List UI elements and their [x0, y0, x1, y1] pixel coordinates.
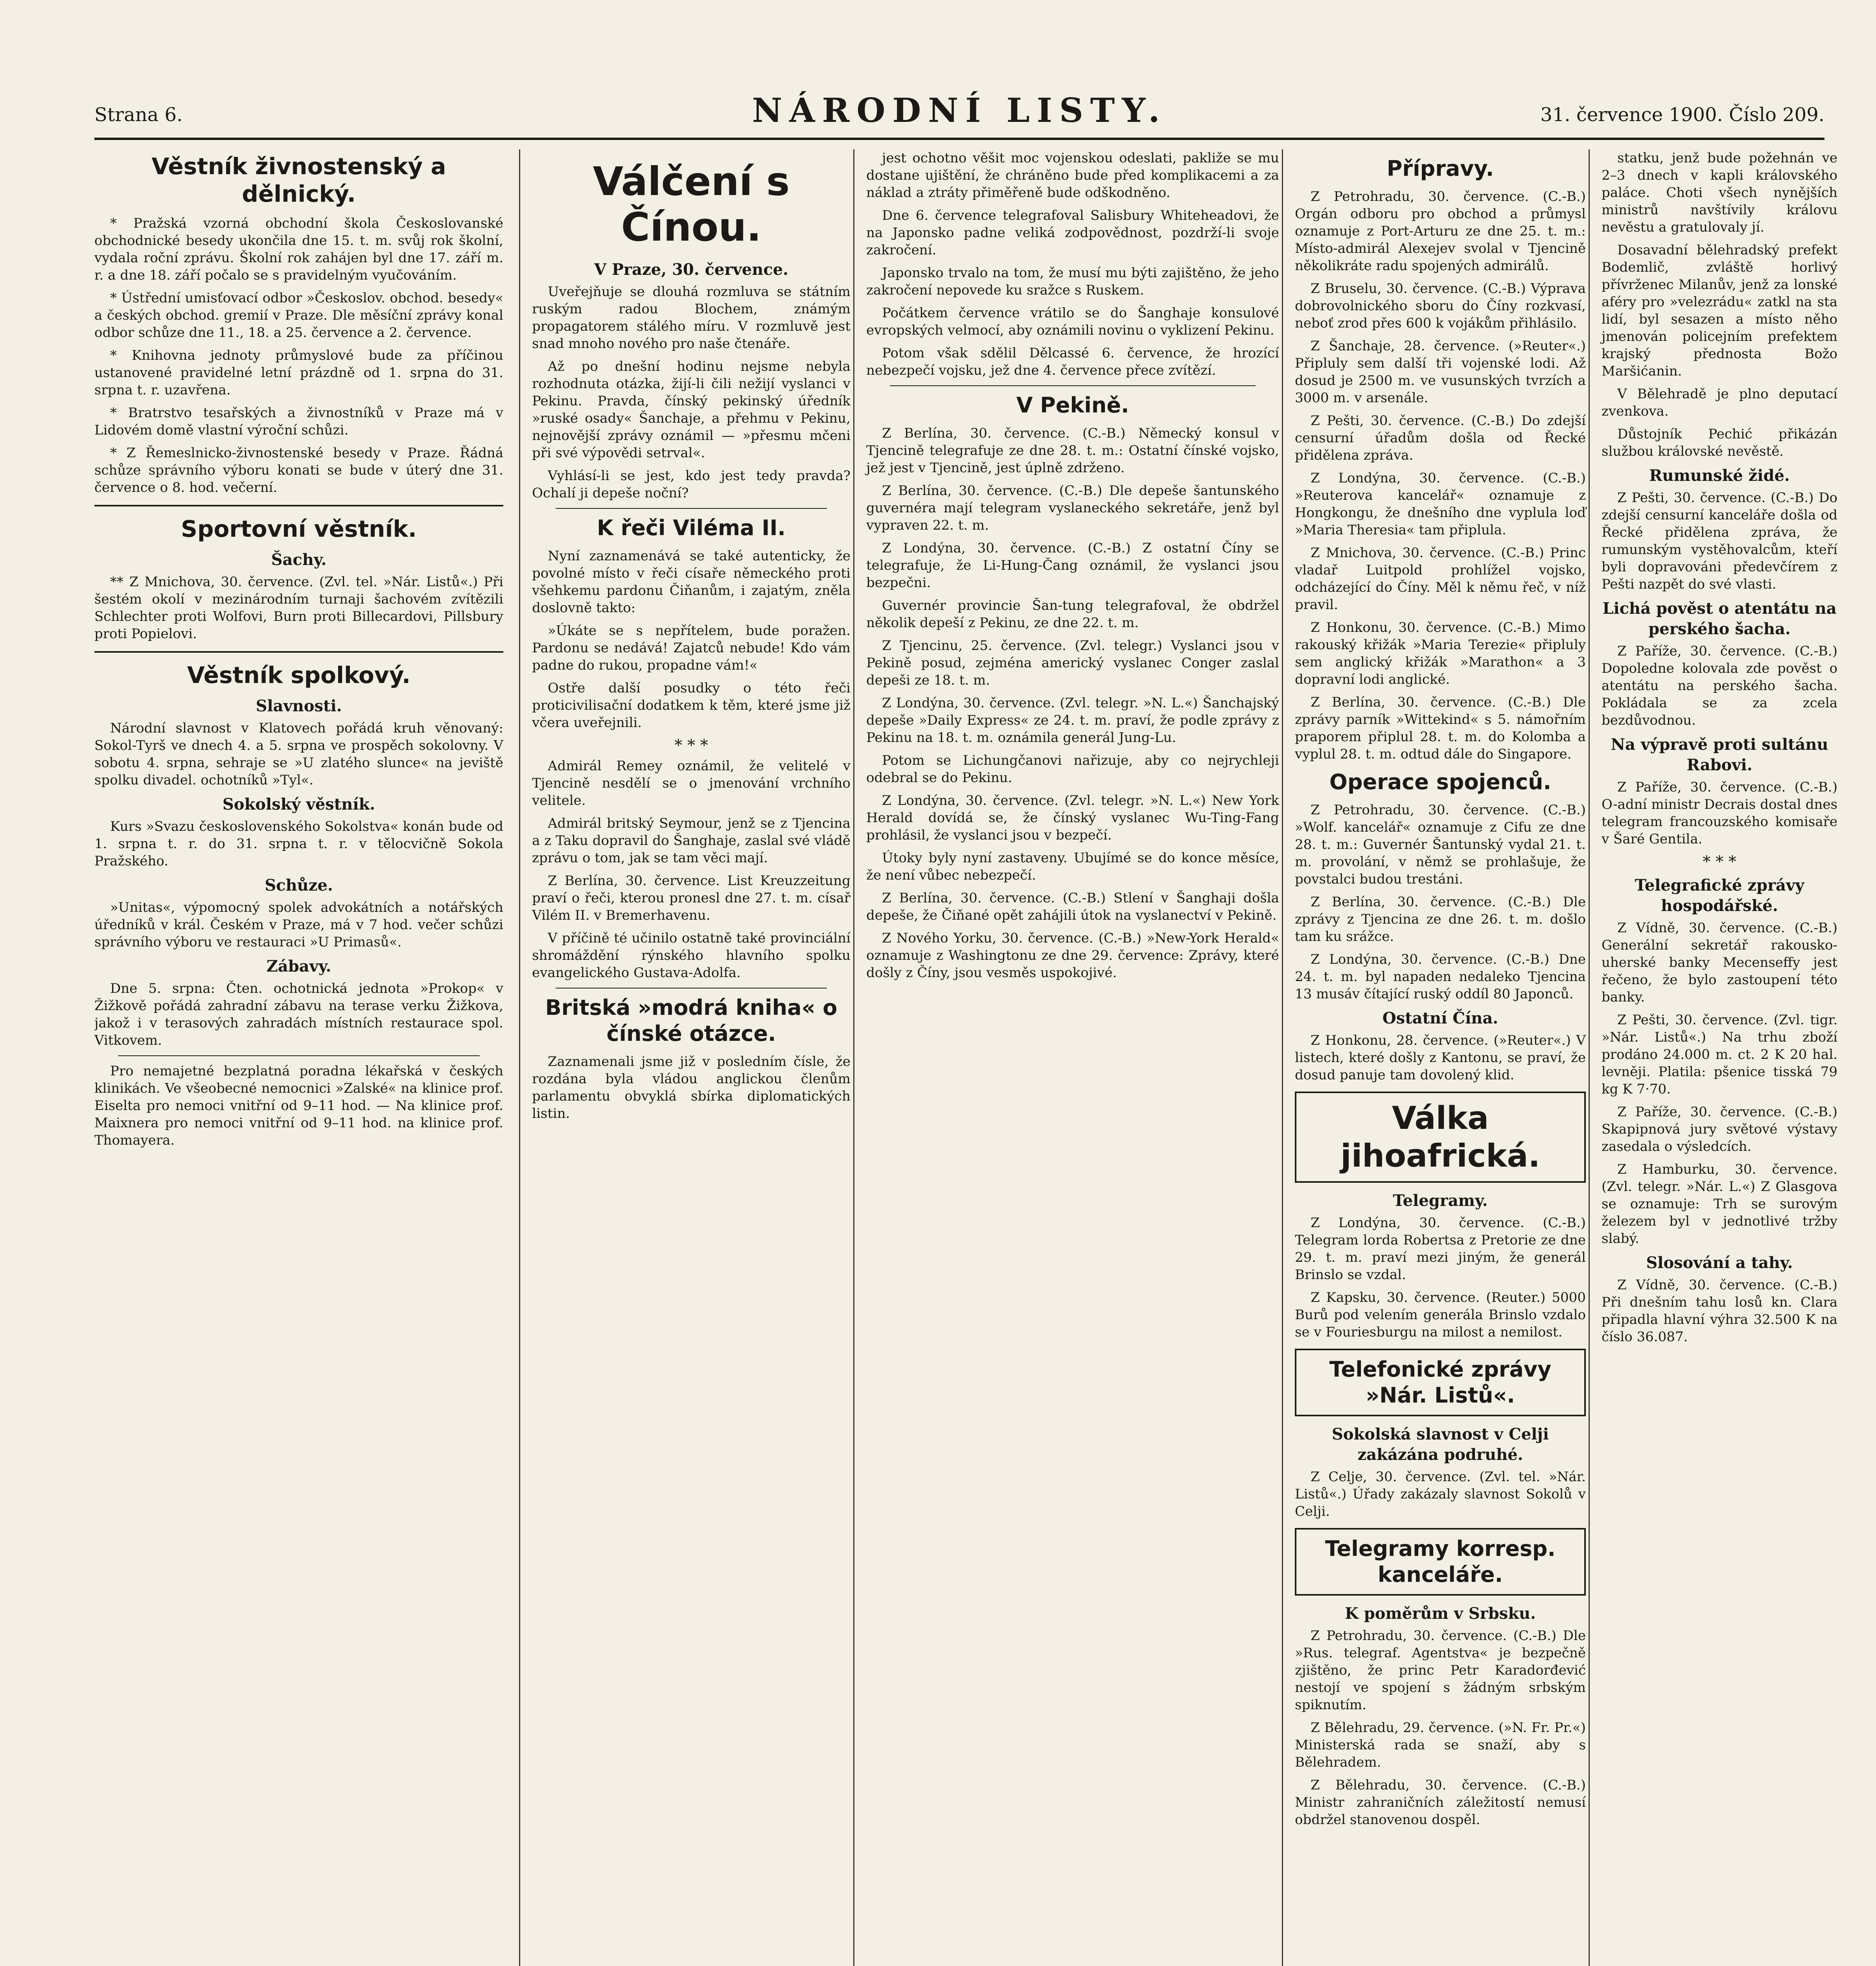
article-paragraph: Z Pešti, 30. července. (C.-B.) Do zdejší censurní kanceláře došla od Řecké přidělena zpráva, že rumunským vystěhovalcům, kteří byli dopravováni předevčírem z Pešti nazpět do své vlasti.	[1602, 490, 1837, 592]
divider	[556, 988, 827, 989]
article-paragraph: Zaznamenali jsme již v posledním čísle, že rozdána byla vládou anglickou členům parlamentu obvyklá sbírka diplomatických listin.	[532, 1054, 851, 1121]
article-paragraph: Z Paříže, 30. července. (C.-B.) Skapipnová jury světové výstavy zasedala o výsledcích.	[1602, 1104, 1837, 1154]
column-5	[1589, 149, 1837, 1966]
divider	[94, 505, 503, 506]
article-paragraph: Z Berlína, 30. července. (C.-B.) Dle zprávy z Tjencina ze dne 26. t. m. došlo tam ku srážce.	[1295, 894, 1586, 944]
subsection-heading: Ostatní Čína.	[1382, 1009, 1499, 1027]
article-paragraph: Z Berlína, 30. července. (C.-B.) Německý konsul v Tjencině telegrafuje ze dne 28. t. m.: Ostatní čínské vojsko, jež jest v Tjencině, jest úplně zdrženo.	[866, 425, 1279, 476]
subsection-heading: Rumunské židé.	[1649, 466, 1790, 485]
article-paragraph: Dne 5. srpna: Čten. ochotnická jednota »Prokop« v Žižkově pořádá zahradní zábavu na terase verku Žižkova, jakož i v terasových zahradách místních restaurace spol. Vitkovem.	[94, 981, 503, 1048]
article-paragraph: * Bratrstvo tesařských a živnostníků v Praze má v Lidovém domě vlastní výroční schůzi.	[94, 405, 503, 438]
article-paragraph: Z Londýna, 30. července. (Zvl. telegr. »N. L.«) Šanchajský depeše »Daily Express« ze 24. t. m. praví, že podle zprávy z Pekinu na 18. t. m. oznámila generál Jung-Lu.	[866, 695, 1279, 746]
subsection-heading: Šachy.	[271, 550, 327, 569]
article-paragraph: Dosavadní bělehradský prefekt Bodemlič, zvláště horlivý přívrženec Milanův, jenž za lonské aféry pro »velezrádu« zatkl na sta lidí, byl sesazen a místo něho jmenován policejním prefektem krajský přednosta Božo Maršićanin.	[1602, 242, 1837, 379]
divider	[94, 651, 503, 653]
article-paragraph: Ostře další posudky o této řeči proticivilisační dodatkem k těm, které jsme již včera uveřejnili.	[532, 680, 851, 731]
article-paragraph: * Pražská vzorná obchodní škola Českoslovanské obchodnické besedy ukončila dne 15. t. m. svůj rok školní, vydala roční zprávu. Školní rok zahájen byl dne 17. září m. r. a dne 18. září počalo se s pravidelným vyučováním.	[94, 215, 503, 283]
separator-asterisks: * * *	[1703, 853, 1736, 871]
section-heading: Telefonické zprávy »Nár. Listů«.	[1329, 1357, 1552, 1408]
article-paragraph: Z Petrohradu, 30. července. (C.-B.) Dle »Rus. telegraf. Agentstva« je bezpečně zjištěno, že princ Petr Karadorđević nestojí ve spojení s žádným srbským spiknutím.	[1295, 1628, 1586, 1713]
section-heading: Operace spojenců.	[1329, 769, 1552, 794]
article-paragraph: Z Nového Yorku, 30. července. (C.-B.) »New-York Herald« oznamuje z Washingtonu ze dne 29. července: Zprávy, které došly z Číny, jsou vesměs uspokojivé.	[866, 930, 1279, 981]
section-heading: Telegramy korresp. kanceláře.	[1325, 1536, 1556, 1587]
article-paragraph: Z Bruselu, 30. července. (C.-B.) Výprava dobrovolnického sboru do Číny rozkvasí, neboť zrod přes 600 k vojákům přihlásilo.	[1295, 281, 1586, 331]
article-paragraph: Z Paříže, 30. července. (C.-B.) O-adní ministr Decrais dostal dnes telegram francouzského komisaře v Šaré Gentila.	[1602, 779, 1837, 847]
subsection-heading: Lichá pověst o atentátu na perského šacha.	[1602, 599, 1837, 638]
article-paragraph: Z Petrohradu, 30. července. (C.-B.) Orgán odboru pro obchod a průmysl oznamuje z Port-Arturu ze dne 25. t. m.: Místo-admirál Alexejev svolal v Tjencině několikráte radu spojených admirálů.	[1295, 189, 1586, 274]
article-paragraph: Z Berlína, 30. července. (C.-B.) Dle zprávy parník »Wittekind« s 5. námořním praporem připlul 28. t. m. do Kolomba a vyplul 28. t. m. odtud dále do Singapore.	[1295, 694, 1586, 762]
article-paragraph: Z Berlína, 30. července. (C.-B.) Stlení v Šanghaji došla depeše, že Čiňané opět zahájili útok na vyslanectví v Pekině.	[866, 890, 1279, 923]
article-paragraph: ** Z Mnichova, 30. července. (Zvl. tel. »Nár. Listů«.) Při šestém okolí v mezinárodním turnaji šachovém zvítězili Schlechter proti Wolfovi, Burn proti Billecardovi, Pillsbury proti Popielovi.	[94, 574, 503, 642]
masthead	[94, 79, 1824, 140]
article-paragraph: V příčině té učinilo ostatně také provinciální shromáždění rýnského hlavního spolku evangelického Gustava-Adolfa.	[532, 930, 851, 981]
article-paragraph: Z Honkonu, 28. července. (»Reuter«.) V listech, které došly z Kantonu, se praví, že dosud panuje tam dovolený klid.	[1295, 1033, 1586, 1083]
article-paragraph: Pro nemajetné bezplatná poradna lékařská v českých klinikách. Ve všeobecné nemocnici »Zalské« na klinice prof. Eiselta pro nemoci vnitřní od 9–11 hod. — Na klinice prof. Maixnera pro nemoci vnitřní od 9–11 hod. na klinice prof. Thomayera.	[94, 1063, 503, 1148]
subsection-heading: Na výpravě proti sultánu Rabovi.	[1611, 735, 1828, 774]
article-paragraph: Z Berlína, 30. července. (C.-B.) Dle depeše šantunského guvernéra mají telegram vyslaneckého sekretáře, jenž byl vypraven 22. t. m.	[866, 483, 1279, 533]
subsection-heading: Telegrafické zprávy hospodářské.	[1635, 876, 1804, 915]
article-paragraph: Admirál britský Seymour, jenž se z Tjencina a z Taku dopravil do Šanghaje, zaslal své vládě zprávu o tom, jak se tam věci mají.	[532, 815, 851, 866]
article-paragraph: Národní slavnost v Klatovech pořádá kruh věnovaný: Sokol-Tyrš ve dnech 4. a 5. srpna ve prospěch sokolovny. V sobotu 4. srpna, sehraje se »U zlatého slunce« na jeviště spolku divadel. ochotníků »Tyl«.	[94, 720, 503, 788]
article-paragraph: Uveřejňuje se dlouhá rozmluva se státním ruským radou Blochem, známým propagatorem stálého míru. V rozmluvě jest snad mnoho nového pro naše čtenáře.	[532, 284, 851, 352]
column-1	[94, 149, 515, 1966]
article-paragraph: Z Pešti, 30. července. (C.-B.) Do zdejší censurní úřadům došla od Řecké přidělena zpráva.	[1295, 413, 1586, 463]
article-paragraph: Důstojník Pechić přikázán službou královské nevěstě.	[1602, 426, 1837, 459]
divider	[556, 508, 827, 509]
article-paragraph: * Knihovna jednoty průmyslové bude za příčinou ustanovené pravidelné letní prázdně od 1. srpna do 31. srpna t. r. uzavřena.	[94, 348, 503, 398]
separator-asterisks: * * *	[674, 736, 708, 755]
article-paragraph: Z Celje, 30. července. (Zvl. tel. »Nár. Listů«.) Úřady zakázaly slavnost Sokolů v Celji.	[1295, 1469, 1586, 1519]
article-paragraph: Potom však sdělil Dělcassé 6. července, že hrozící nebezpečí vojsku, jež dne 4. července přece zvítězí.	[866, 345, 1279, 378]
article-paragraph: Z Vídně, 30. července. (C.-B.) Při dnešním tahu losů kn. Clara připadla hlavní výhra 32.500 K na číslo 36.087.	[1602, 1277, 1837, 1345]
dateline: V Praze, 30. července.	[594, 260, 788, 279]
divider	[118, 1055, 480, 1056]
article-paragraph: statku, jenž bude požehnán ve 2–3 dnech v kapli královského paláce. Choti všech nynějších ministrů navštívily královu nevěstu a gratulovaly jí.	[1602, 150, 1837, 235]
article-paragraph: Z Londýna, 30. července. (Zvl. telegr. »N. L.«) New York Herald dovídá se, že čínský vyslanec Wu-Ting-Fang prohlásil, že vyslanci jsou v bezpečí.	[866, 793, 1279, 843]
article-paragraph: »Úkáte se s nepřítelem, bude poražen. Pardonu se nedává! Zajatců nebude! Kdo vám padne do rukou, propadne vám!«	[532, 623, 851, 673]
divider	[890, 385, 1256, 386]
article-paragraph: Z Vídně, 30. července. (C.-B.) Generální sekretář rakousko-uherské banky Mecenseffy jest řečeno, že bylo zastoupení této banky.	[1602, 920, 1837, 1005]
section-heading: Válčení s Čínou.	[593, 158, 790, 250]
section-heading: Věstník živnostenský a dělnický.	[151, 153, 446, 207]
subsection-heading: Schůze.	[265, 876, 333, 895]
article-paragraph: Útoky byly nyní zastaveny. Ubujímé se do konce měsíce, že není vůbec nebezpečí.	[866, 850, 1279, 883]
article-paragraph: Z Berlína, 30. července. List Kreuzzeitung praví o řeči, kterou pronesl dne 27. t. m. císař Vilém II. v Bremerhavenu.	[532, 873, 851, 923]
issue-date: 31. července 1900. Číslo 209.	[1540, 104, 1824, 126]
article-paragraph: Japonsko trvalo na tom, že musí mu býti zajištěno, že jeho zakročení nepovede ku sražce s Ruskem.	[866, 265, 1279, 298]
article-paragraph: Z Londýna, 30. července. (C.-B.) Z ostatní Číny se telegrafuje, že Li-Hung-Čang oznámil, že vyslanci jsou bezpečni.	[866, 540, 1279, 591]
subsection-heading: Slavnosti.	[256, 697, 342, 715]
article-paragraph: Dne 6. července telegrafoval Salisbury Whiteheadovi, že na Japonsko padne veliká zodpovědnost, pozdrží-li svoje zakročení.	[866, 208, 1279, 258]
article-paragraph: * Z Řemeslnicko-živnostenské besedy v Praze. Řádná schůze správního výboru konati se bude v úterý dne 31. července o 8. hod. večerní.	[94, 445, 503, 495]
article-paragraph: Admirál Remey oznámil, že velitelé v Tjencině nesdělí se o jmenování vrchního velitele.	[532, 758, 851, 808]
article-paragraph: Guvernér provincie Šan-tung telegrafoval, že obdržel několik depeší z Pekinu, ze dne 22. t. m.	[866, 598, 1279, 631]
article-paragraph: Vyhlásí-li se jest, kdo jest tedy pravda? Ochalí ji depeše noční?	[532, 468, 851, 501]
article-paragraph: Počátkem července vrátilo se do Šanghaje konsulové evropských velmocí, aby oznámili novinu o vyklizení Pekinu.	[866, 305, 1279, 338]
newspaper-title: NÁRODNÍ LISTY.	[752, 91, 1167, 130]
article-paragraph: jest ochotno věšit moc vojenskou odeslati, pakliže se mu dostane ujištění, že chráněno bude před komplikacemi a za náklad a ztráty přiměřeně bude odškodněno.	[866, 150, 1279, 201]
subsection-heading: Telegramy.	[1393, 1191, 1488, 1210]
article-paragraph: Až po dnešní hodinu nejsme nebyla rozhodnuta otázka, žijí-li čili nežijí vyslanci v Pekinu. Pravda, čínský pekinský úředník »ruské osady« Šanchaje, a přehmu v Pekinu, nejnovější zprávy oznámil — »přesmu mčeni při své výpovědi setrval«.	[532, 359, 851, 461]
article-paragraph: Z Londýna, 30. července. (C.-B.) Dne 24. t. m. byl napaden nedaleko Tjencina 13 musáv čítající ruský oddíl 80 Japonců.	[1295, 952, 1586, 1002]
subsection-heading: Sokolská slavnost v Celji zakázána podruhé.	[1331, 1425, 1549, 1464]
article-paragraph: Z Pešti, 30. července. (Zvl. tigr. »Nár. Listů«.) Na trhu zboží prodáno 24.000 m. ct. 2 K 20 hal. levněji. Platila: pšenice tisská 79 kg K 7·70.	[1602, 1012, 1837, 1097]
article-paragraph: Z Kapsku, 30. července. (Reuter.) 5000 Burů pod velením generála Brinslo vzdalo se v Fouriesburgu na milost a nemilost.	[1295, 1290, 1586, 1340]
article-paragraph: Z Paříže, 30. července. (C.-B.) Dopoledne kolovala zde pověst o atentátu na perského šacha. Pokládala se za zcela bezdůvodnou.	[1602, 643, 1837, 728]
article-paragraph: Z Londýna, 30. července. (C.-B.) Telegram lorda Robertsa z Pretorie ze dne 29. t. m. praví mezi jiným, že generál Brinslo se vzdal.	[1295, 1215, 1586, 1283]
section-heading: Sportovní věstník.	[181, 515, 417, 542]
article-paragraph: Z Londýna, 30. července. (C.-B.) »Reuterova kancelář« oznamuje z Hongkongu, že dnešního dne vyplula loď »Maria Theresia« tam připlula.	[1295, 470, 1586, 538]
article-paragraph: Kurs »Svazu československého Sokolstva« konán bude od 1. srpna t. r. do 31. srpna t. r. v tělocvičně Sokola Pražského.	[94, 819, 503, 869]
article-paragraph: Z Šanchaje, 28. července. (»Reuter«.) Připluly sem další tři vojenské lodi. Až dosud je 2500 m. ve vusunských tvrzích a 3000 m. v arsenále.	[1295, 338, 1586, 406]
section-heading: Věstník spolkový.	[187, 662, 411, 688]
article-paragraph: Z Petrohradu, 30. července. (C.-B.) »Wolf. kancelář« oznamuje z Cifu ze dne 28. t. m.: Guvernér Šantunský vydal 21. t. m. provolání, v němž se prohlašuje, že povstalci budou trestáni.	[1295, 802, 1586, 887]
boxed-heading	[1295, 1349, 1586, 1416]
article-paragraph: Z Tjencinu, 25. července. (Zvl. telegr.) Vyslanci jsou v Pekině posud, zejména americký vyslanec Conger zaslal depeši ze 18. t. m.	[866, 638, 1279, 688]
column-2	[519, 149, 862, 1966]
article-paragraph: »Unitas«, výpomocný spolek advokátních a notářských úředníků v král. Českém v Praze, má v 7 hod. večer schůzi správního výboru ve restauraci »U Primasů«.	[94, 900, 503, 950]
article-paragraph: Z Bělehradu, 29. července. (»N. Fr. Pr.«) Ministerská rada se snaží, aby s Bělehradem.	[1295, 1720, 1586, 1770]
article-paragraph: Potom se Lichungčanovi nařizuje, aby co nejrychleji odebral se do Pekinu.	[866, 753, 1279, 786]
section-heading: Válka jihoafrická.	[1340, 1100, 1540, 1174]
article-paragraph: Z Bělehradu, 30. července. (C.-B.) Ministr zahraničních záležitostí nemusí obdržel stanovenou dospěl.	[1295, 1777, 1586, 1828]
article-paragraph: V Bělehradě je plno deputací zvenkova.	[1602, 386, 1837, 419]
article-paragraph: Z Hamburku, 30. července. (Zvl. telegr. »Nár. L.«) Z Glasgova se oznamuje: Trh se surovým železem byl v jednotlivé tržby slabý.	[1602, 1162, 1837, 1246]
article-paragraph: Z Mnichova, 30. července. (C.-B.) Princ vladař Luitpold prohlížel vojsko, odcházející do Číny. Měl k němu řeč, v níž pravil.	[1295, 545, 1586, 613]
page-number: Strana 6.	[94, 104, 183, 126]
column-3	[853, 149, 1291, 1966]
article-paragraph: Nyní zaznamenává se také autenticky, že povolné místo v řeči císaře německého proti všehkemu pardonu Čiňanům, i zajatým, zněla doslovně takto:	[532, 548, 851, 616]
section-heading: Britská »modrá kniha« o čínské otázce.	[545, 995, 838, 1046]
boxed-heading	[1295, 1092, 1586, 1183]
article-paragraph: * Ústřední umisťovací odbor »Českoslov. obchod. besedy« a českých obchod. gremií v Praze. Dle měsíční zprávy konal odbor schůze dne 11., 18. a 25. července a 2. července.	[94, 290, 503, 341]
section-heading: Přípravy.	[1386, 156, 1494, 181]
column-4	[1282, 149, 1598, 1966]
subsection-heading: K poměrům v Srbsku.	[1345, 1604, 1536, 1623]
article-paragraph: Z Honkonu, 30. července. (C.-B.) Mimo rakouský křižák »Maria Terezie« připluly sem anglický křižák »Marathon« a 3 dopravní lodi anglické.	[1295, 620, 1586, 687]
section-heading: K řeči Viléma II.	[597, 515, 786, 540]
section-heading: V Pekině.	[1016, 393, 1129, 418]
boxed-heading	[1295, 1528, 1586, 1596]
subsection-heading: Slosování a tahy.	[1646, 1254, 1793, 1272]
subsection-heading: Zábavy.	[266, 957, 331, 976]
subsection-heading: Sokolský věstník.	[222, 795, 376, 814]
